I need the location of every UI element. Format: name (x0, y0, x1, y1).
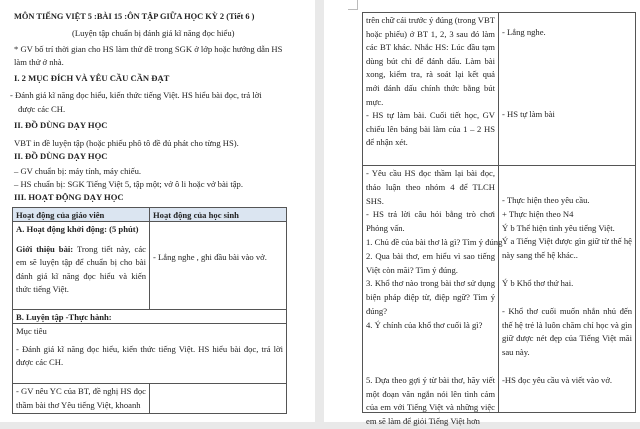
cell-objectives (12, 323, 287, 384)
cell-r2-student (498, 165, 636, 413)
section-2-text: VBT in đề luyện tập (hoặc phiếu phô tô đề đủ phát cho từng HS). (14, 138, 239, 148)
gv-prep: – GV chuẩn bị: máy tính, máy chiếu. (14, 166, 142, 176)
section-3-heading: III. HOẠT ĐỘNG DẠY HỌC (14, 192, 124, 202)
intro-label: Giới thiệu bài: (16, 243, 74, 254)
cell-task-teacher: - GV nêu YC của BT, đề nghị HS đọc thầm bài thơ Yêu tiếng Việt, khoanh (12, 383, 150, 414)
hs-prep: – HS chuẩn bị: SGK Tiếng Việt 5, tập một; vở ô li hoặc vở bài tập. (14, 179, 243, 189)
note-line-2: làm thử ở nhà. (14, 57, 64, 67)
intro-body: Trong tiết này, các em sẽ luyện tập để chuẩn bị cho bài đánh giá kĩ năng đọc hiểu và kiến thức tiếng Việt. (16, 243, 146, 295)
intro-text (16, 243, 146, 297)
question-2: 2. Qua bài thơ, em hiểu vì sao tiếng Việt còn mãi? Tìm ý đúng. (366, 250, 495, 275)
r2-q-game: - HS trả lời câu hỏi bằng trò chơi Phỏng vấn. (366, 209, 495, 234)
answer-3: Ý b Khổ thơ thứ hai. (502, 277, 574, 288)
section-2-heading: II. ĐỒ DÙNG DẠY HỌC (14, 120, 108, 130)
cell-r1-teacher (362, 12, 499, 166)
cell-task-student (149, 383, 287, 414)
note-line-1: * GV bố trí thời gian cho HS làm thử đề trong SGK ở lớp hoặc hướng dẫn HS (14, 44, 283, 54)
section-2b-heading: II. ĐỒ DÙNG DẠY HỌC (14, 151, 108, 161)
practice-title: B. Luyện tập -Thực hành: (12, 309, 287, 324)
cell-warmup-teacher (12, 221, 150, 310)
cell-r2-teacher (362, 165, 503, 427)
document-page-2 (324, 0, 640, 427)
lesson-title: MÔN TIẾNG VIỆT 5 :BÀI 15 :ÔN TẬP GIỮA HỌC KỲ 2 (Tiết 6 ) (14, 12, 255, 21)
cell-warmup-student: - Lắng nghe , ghi đầu bài vào vở. (149, 221, 287, 310)
r1-student-text-2: - HS tự làm bài (502, 108, 555, 119)
r2-q-intro: - Yêu cầu HS đọc thầm lại bài đọc, thảo luận theo nhóm 4 để TLCH SHS. (366, 168, 495, 206)
answer-5: -HS đọc yêu cầu và viết vào vở. (502, 374, 613, 385)
lesson-subtitle: (Luyện tập chuẩn bị đánh giá kĩ năng đọc hiểu) (72, 28, 235, 38)
answer-intro: - Thực hiện theo yêu cầu. (502, 195, 590, 205)
question-5: 5. Dựa theo gợi ý từ bài thơ, hãy viết một đoạn văn ngắn nói lên tình cảm của em với Tiếng Việt và những việc em sẽ làm để giỏi Tiếng Việt hơn (366, 374, 495, 427)
corner-mark (348, 0, 358, 10)
header-teacher: Hoạt động của giáo viên (12, 207, 150, 222)
answer-1: Ý b Thể hiện tình yêu tiếng Việt. (502, 222, 615, 233)
warmup-title: A. Hoạt động khởi động: (5 phút) (16, 224, 139, 234)
question-1: 1. Chủ đề của bài thơ là gì? Tìm ý đúng (366, 236, 503, 247)
answer-2: Ý a Tiếng Việt được gìn giữ từ thế hệ này sang thế hệ khác.. (502, 236, 632, 261)
section-1-text-1: - Đánh giá kĩ năng đọc hiểu, kiến thức tiếng Việt. HS hiểu bài đọc, trả lời (10, 90, 262, 100)
question-3: 3. Khổ thơ nào trong bài thơ sử dụng biện pháp điệp từ, điệp ngữ? Tìm ý đúng? (366, 278, 495, 316)
objectives-text: - Đánh giá kĩ năng đọc hiểu, kiến thức tiếng Việt. HS hiểu bài đọc, trả lời được các CH. (16, 343, 283, 368)
answer-n4: + Thực hiện theo N4 (502, 208, 574, 219)
r1-teacher-text-2: - HS tự làm bài. Cuối tiết học, GV chiếu lên bảng bài làm của 1 – 2 HS để nhận xét. (366, 110, 495, 148)
objectives-label: Mục tiêu (16, 326, 47, 336)
r1-teacher-text: trên chữ cái trước ý đúng (trong VBT hoặc phiếu) ở BT 1, 2, 3 sau đó làm các BT khác. Nhắc HS: Lúc đầu tạm dùng bút chì để đánh dấu. Làm bài xong, kiểm tra, rà soát lại kết quả mới đánh dấu chính thức bằng bút mực. (366, 15, 495, 107)
r1-student-text: - Lắng nghe. (502, 27, 546, 37)
cell-r1-student (498, 12, 636, 166)
section-1-text-2: được các CH. (18, 104, 66, 114)
section-1-heading: I. 2 MỤC ĐÍCH VÀ YÊU CẦU CẦN ĐẠT (14, 73, 170, 83)
header-student: Hoạt động của học sinh (149, 207, 287, 222)
document-page-1 (0, 0, 315, 422)
question-4: 4. Ý chính của khổ thơ cuối là gì? (366, 319, 483, 330)
answer-4: - Khổ thơ cuối muốn nhắn nhủ đến thế hệ trẻ là luôn chăm chỉ học và gìn giữ được nét đẹp của Tiếng Việt mãi sau này. (502, 305, 632, 358)
